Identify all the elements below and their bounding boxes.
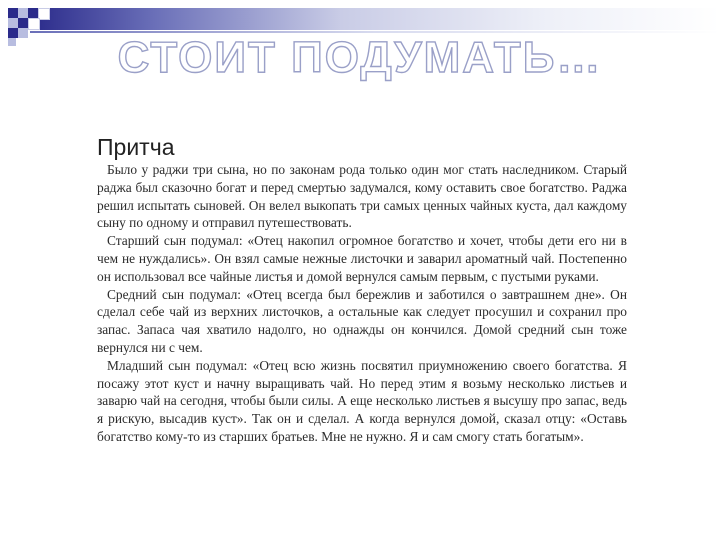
decor-square — [8, 18, 18, 28]
paragraph: Младший сын подумал: «Отец всю жизнь посвятил приумножению своего богатства. Я посажу этот куст и начну выращивать чай. Но перед этим я возьму несколько листьев и заварю чай на сегодня, чтобы были силы. А еще несколько листьев я высушу про запас, ведь я рискую, высадив куст». Так он и сделал. А когда вернулся домой, сказал отцу: «Оставь богатство кому-то из старших братьев. Мне не нужно. Я и сам смогу стать богатым». — [97, 357, 627, 444]
section-heading: Притча — [97, 134, 175, 160]
parable-text — [97, 161, 627, 446]
header-gradient-band — [30, 8, 720, 30]
paragraph: Старший сын подумал: «Отец накопил огромное богатство и хочет, чтобы дети его ни в чем не нуждались». Он взял самые нежные листочки и заварил ароматный чай. Постепенно он использовал все чайные листья и домой вернулся самым первым, с пустыми руками. — [97, 233, 627, 284]
paragraph: Было у раджи три сына, но по законам рода только один мог стать наследником. Старый раджа был сказочно богат и перед смертью задумался, кому оставить свое богатство. Раджа решил испытать сыновей. Он велел выкопать три самых ценных чайных куста, дал каждому сыну по одному и отправил путешествовать. — [97, 162, 627, 231]
slide-title: СТОИТ ПОДУМАТЬ… — [117, 33, 603, 82]
decor-square — [18, 18, 28, 28]
decor-square — [8, 8, 18, 18]
decor-square — [28, 8, 38, 18]
decor-square — [18, 8, 28, 18]
paragraph: Средний сын подумал: «Отец всегда был бережлив и заботился о завтрашнем дне». Он сделал себе чай из верхних листочков, а остальные как следует просушил и сохранил про запас. Запаса чая хватило надолго, но однажды он кончился. Домой средний сын тоже вернулся ни с чем. — [97, 286, 627, 355]
